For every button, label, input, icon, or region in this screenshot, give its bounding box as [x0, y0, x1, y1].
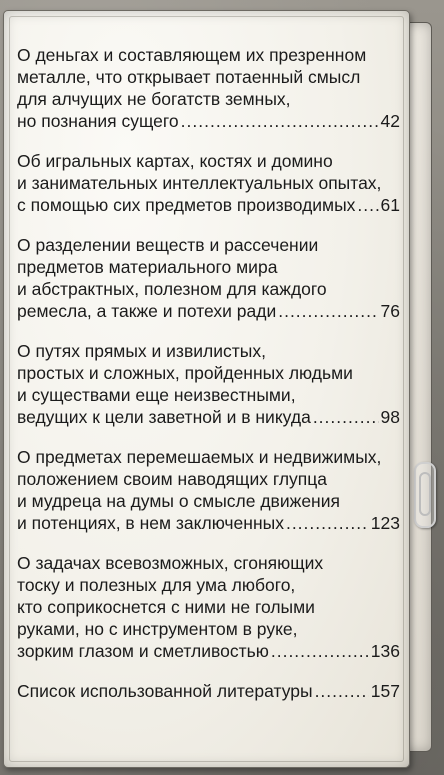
dot-leader — [313, 406, 379, 428]
entry-text-line: зорким глазом и сметливостью — [17, 641, 269, 661]
toc-entry-bibliography[interactable] — [17, 680, 400, 702]
entry-last-line — [17, 512, 400, 534]
dot-leader — [278, 300, 378, 322]
page-number: 61 — [380, 195, 400, 215]
entry-text-line: простых и сложных, пройденных людьми — [17, 363, 353, 383]
entry-text-line: и занимательных интеллектуальных опытах, — [17, 173, 382, 193]
toc-entry-money[interactable] — [17, 44, 400, 132]
entry-text-line: положением своим наводящих глупца — [17, 469, 328, 489]
dot-leader — [271, 640, 369, 662]
entry-text-line: О предметах перемешаемых и недвижимых, — [17, 447, 382, 467]
entry-text-line: для алчущих не богатств земных, — [17, 89, 291, 109]
table-of-contents — [17, 44, 400, 720]
entry-last-line — [17, 680, 400, 702]
entry-text-line: и потенциях, в нем заключенных — [17, 513, 284, 533]
toc-entry-objects[interactable] — [17, 446, 400, 534]
entry-text-line: кто соприкоснется с ними не голыми — [17, 597, 315, 617]
entry-text-line: О путях прямых и извилистых, — [17, 341, 266, 361]
entry-text-line: ремесла, а также и потехи ради — [17, 301, 277, 321]
entry-text-line: металле, что открывает потаенный смысл — [17, 67, 361, 87]
toc-entry-division[interactable] — [17, 234, 400, 322]
toc-entry-cards[interactable] — [17, 150, 400, 216]
entry-text-line: и мудреца на думы о смысле движения — [17, 491, 340, 511]
page-number: 157 — [370, 681, 400, 701]
entry-last-line — [17, 406, 400, 428]
page-number: 136 — [370, 641, 400, 661]
entry-text-line: О задачах всевозможных, сгоняющих — [17, 553, 324, 573]
entry-text-line: и абстрактных, полезном для каждого — [17, 279, 327, 299]
entry-text-line: О деньгах и составляющем их презренном — [17, 45, 367, 65]
dot-leader — [315, 680, 369, 702]
entry-last-line — [17, 300, 400, 322]
dot-leader — [286, 512, 369, 534]
entry-text-line: О разделении веществ и рассечении — [17, 235, 319, 255]
entry-text-line: руками, но с инструментом в руке, — [17, 619, 298, 639]
entry-text-line: предметов материального мира — [17, 257, 278, 277]
page-number: 76 — [380, 301, 400, 321]
entry-text-line: с помощью сих предметов производимых — [17, 195, 356, 215]
paper-clip — [414, 462, 436, 528]
entry-last-line — [17, 640, 400, 662]
page-number: 42 — [380, 111, 400, 131]
dot-leader — [357, 194, 378, 216]
page-number: 123 — [370, 513, 400, 533]
toc-entry-problems[interactable] — [17, 552, 400, 662]
entry-text-line: Об игральных картах, костях и домино — [17, 151, 333, 171]
entry-text-line: тоску и полезных для ума любого, — [17, 575, 296, 595]
entry-text-line: и существами еще неизвестными, — [17, 385, 296, 405]
entry-text-line: но познания сущего — [17, 111, 179, 131]
entry-last-line — [17, 110, 400, 132]
page-number: 98 — [380, 407, 400, 427]
toc-entry-paths[interactable] — [17, 340, 400, 428]
entry-last-line — [17, 194, 400, 216]
dot-leader — [181, 110, 379, 132]
entry-text-line: ведущих к цели заветной и в никуда — [17, 407, 311, 427]
entry-text-line: Список использованной литературы — [17, 681, 313, 701]
